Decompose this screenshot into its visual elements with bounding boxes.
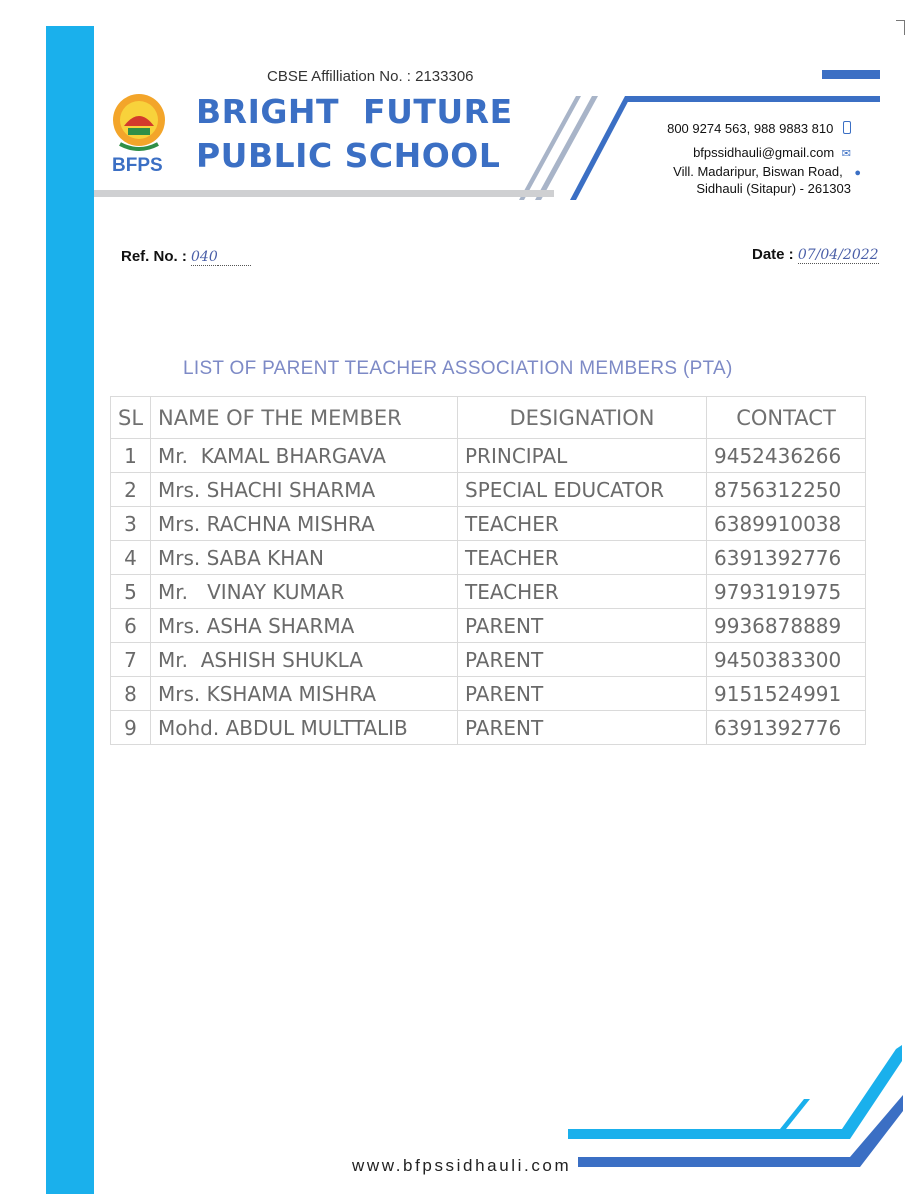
row-contact: 6391392776 — [707, 711, 866, 745]
school-name-line2: PUBLIC SCHOOL — [196, 136, 501, 175]
contact-address-line1 — [673, 164, 861, 181]
footer-diagonal-stripes — [560, 1035, 923, 1200]
table-row — [111, 575, 866, 609]
reference-number — [121, 248, 251, 265]
logo-text: BFPS — [112, 155, 163, 176]
left-accent-bar — [46, 26, 94, 1194]
phone-icon — [843, 121, 851, 134]
row-contact: 6391392776 — [707, 541, 866, 575]
row-member-name: Mrs. ASHA SHARMA — [151, 609, 458, 643]
row-designation: PARENT — [458, 643, 707, 677]
mail-icon: ✉ — [841, 148, 851, 160]
row-member-name: Mr. KAMAL BHARGAVA — [151, 439, 458, 473]
row-sl: 7 — [111, 643, 151, 677]
row-designation: PARENT — [458, 711, 707, 745]
table-header-row — [111, 397, 866, 439]
website-url: www.bfpssidhauli.com — [352, 1156, 572, 1175]
row-designation: PRINCIPAL — [458, 439, 707, 473]
row-designation: TEACHER — [458, 541, 707, 575]
row-sl: 4 — [111, 541, 151, 575]
document-date — [752, 246, 879, 263]
row-member-name: Mohd. ABDUL MULTTALIB — [151, 711, 458, 745]
row-sl: 9 — [111, 711, 151, 745]
row-contact: 9793191975 — [707, 575, 866, 609]
row-contact: 6389910038 — [707, 507, 866, 541]
row-member-name: Mrs. RACHNA MISHRA — [151, 507, 458, 541]
row-designation: SPECIAL EDUCATOR — [458, 473, 707, 507]
ref-label: Ref. No. : — [121, 248, 187, 265]
list-title: LIST OF PARENT TEACHER ASSOCIATION MEMBERS (PTA) — [183, 358, 733, 379]
row-sl: 5 — [111, 575, 151, 609]
row-contact: 9151524991 — [707, 677, 866, 711]
ref-value: 040 — [191, 249, 218, 265]
header-sl: SL — [111, 397, 151, 439]
row-designation: PARENT — [458, 677, 707, 711]
affiliation-number: CBSE Affilliation No. : 2133306 — [267, 68, 474, 85]
row-designation: TEACHER — [458, 575, 707, 609]
header-divider-line — [94, 190, 554, 197]
row-contact: 9452436266 — [707, 439, 866, 473]
table-row — [111, 643, 866, 677]
row-member-name: Mr. ASHISH SHUKLA — [151, 643, 458, 677]
row-contact: 8756312250 — [707, 473, 866, 507]
table-row — [111, 677, 866, 711]
row-sl: 8 — [111, 677, 151, 711]
row-member-name: Mr. VINAY KUMAR — [151, 575, 458, 609]
corner-crop-mark — [896, 20, 905, 35]
email-address: bfpssidhauli@gmail.com — [693, 145, 835, 160]
contact-address-line2: Sidhauli (Sitapur) - 261303 — [696, 181, 851, 196]
contact-email — [693, 145, 851, 162]
header-name: NAME OF THE MEMBER — [151, 397, 458, 439]
table-row — [111, 711, 866, 745]
row-designation: TEACHER — [458, 507, 707, 541]
row-member-name: Mrs. SHACHI SHARMA — [151, 473, 458, 507]
row-member-name: Mrs. SABA KHAN — [151, 541, 458, 575]
table-row — [111, 439, 866, 473]
row-designation: PARENT — [458, 609, 707, 643]
header-contact: CONTACT — [707, 397, 866, 439]
row-sl: 1 — [111, 439, 151, 473]
row-sl: 6 — [111, 609, 151, 643]
date-value: 07/04/2022 — [797, 247, 879, 263]
pta-members-table — [110, 396, 866, 745]
row-member-name: Mrs. KSHAMA MISHRA — [151, 677, 458, 711]
row-sl: 3 — [111, 507, 151, 541]
header-designation: DESIGNATION — [458, 397, 707, 439]
row-sl: 2 — [111, 473, 151, 507]
phone-numbers: 800 9274 563, 988 9883 810 — [667, 121, 834, 136]
row-contact: 9450383300 — [707, 643, 866, 677]
location-pin-icon: ● — [854, 167, 861, 179]
contact-phone — [667, 121, 851, 137]
table-body — [111, 439, 866, 745]
table-row — [111, 541, 866, 575]
date-label: Date : — [752, 246, 794, 263]
table-row — [111, 507, 866, 541]
row-contact: 9936878889 — [707, 609, 866, 643]
address-line1: Vill. Madaripur, Biswan Road, — [673, 164, 843, 179]
school-name-line1: BRIGHT FUTURE — [196, 92, 513, 131]
table-row — [111, 609, 866, 643]
table-row — [111, 473, 866, 507]
